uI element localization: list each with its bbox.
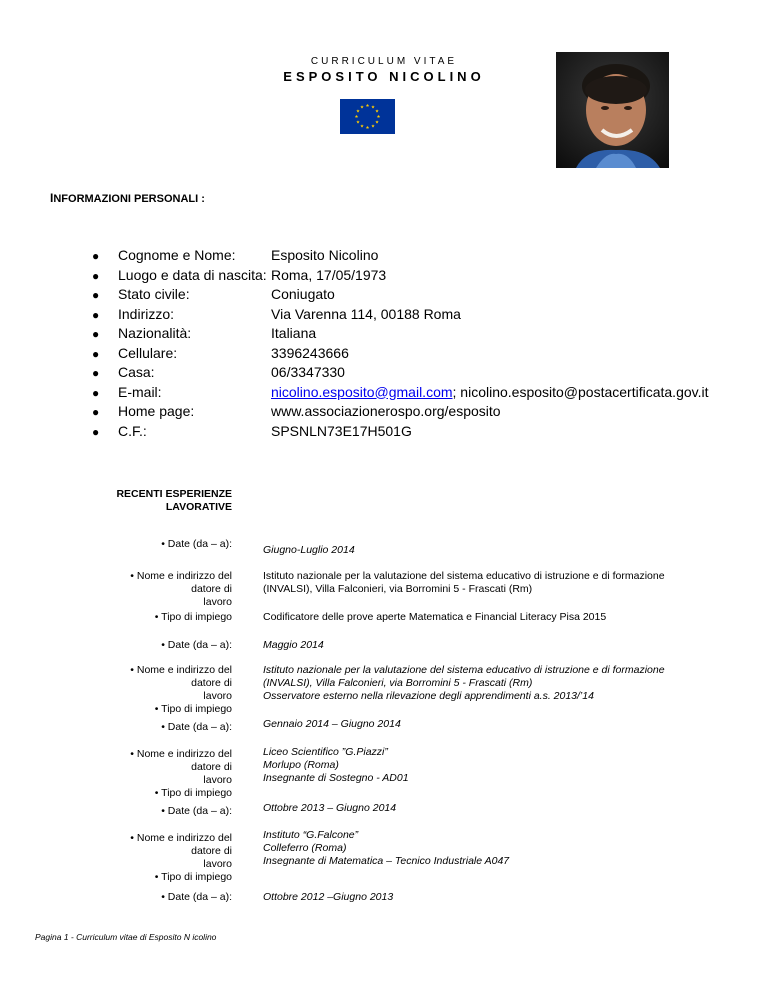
personal-values bbox=[271, 246, 709, 441]
section-heading-experience: RECENTI ESPERIENZE LAVORATIVE bbox=[116, 488, 232, 513]
personal-value: 06/3347330 bbox=[271, 364, 345, 380]
email-link[interactable]: nicolino.esposito@gmail.com bbox=[271, 383, 453, 400]
personal-label: ● E-mail: bbox=[92, 383, 267, 403]
label-employer-type: • Nome e indirizzo del datore di lavoro • Tipo di impiego bbox=[130, 832, 232, 883]
personal-labels bbox=[92, 246, 267, 441]
entry-date: Giugno-Luglio 2014 bbox=[263, 544, 355, 556]
bullet-icon: ● bbox=[92, 366, 100, 380]
label-date: • Date (da – a): bbox=[161, 721, 232, 733]
entry-date: Gennaio 2014 – Giugno 2014 bbox=[263, 718, 401, 730]
label-employer: • Nome e indirizzo del datore di lavoro bbox=[130, 570, 232, 608]
label-type: • Tipo di impiego bbox=[154, 611, 232, 623]
bullet-icon: ● bbox=[92, 385, 100, 400]
personal-value: Coniugato bbox=[271, 286, 335, 302]
entry-date: Maggio 2014 bbox=[263, 639, 324, 651]
bullet-icon: ● bbox=[92, 327, 100, 341]
personal-label: ● Cellulare: bbox=[92, 344, 267, 364]
label-date: • Date (da – a): bbox=[161, 639, 232, 651]
personal-value: Italiana bbox=[271, 325, 317, 341]
profile-photo bbox=[556, 52, 669, 168]
label-employer-type: • Nome e indirizzo del datore di lavoro • Tipo di impiego bbox=[130, 664, 232, 715]
entry-date: Ottobre 2013 – Giugno 2014 bbox=[263, 802, 397, 814]
personal-label: ● Cognome e Nome: bbox=[92, 246, 267, 266]
personal-label: ● C.F.: bbox=[92, 422, 267, 442]
entry-employer-type: Liceo Scientifico ”G.Piazzi” Morlupo (Roma) Insegnante di Sostegno - AD01 bbox=[263, 746, 409, 784]
personal-value: Via Varenna 114, 00188 Roma bbox=[271, 305, 461, 322]
personal-label: ● Luogo e data di nascita: bbox=[92, 266, 267, 286]
personal-label: ● Casa: bbox=[92, 363, 267, 383]
bullet-icon: ● bbox=[92, 424, 100, 439]
cv-title: CURRICULUM VITAE bbox=[310, 56, 458, 67]
personal-value: Esposito Nicolino bbox=[271, 247, 379, 263]
bullet-icon: ● bbox=[92, 288, 100, 302]
bullet-icon: ● bbox=[92, 268, 100, 283]
bullet-icon: ● bbox=[92, 249, 100, 263]
personal-label: ● Indirizzo: bbox=[92, 305, 267, 325]
personal-value: www.associazionerospo.org/esposito bbox=[271, 403, 501, 419]
section-heading-personal: INFORMAZIONI PERSONALI : bbox=[50, 191, 205, 205]
label-date: • Date (da – a): bbox=[161, 538, 232, 550]
label-employer-type: • Nome e indirizzo del datore di lavoro • Tipo di impiego bbox=[130, 748, 232, 799]
entry-date: Ottobre 2012 –Giugno 2013 bbox=[263, 891, 394, 903]
email-secondary: ; nicolino.esposito@postacertificata.gov.it bbox=[452, 383, 709, 400]
page-footer: Pagina 1 - Curriculum vitae di Esposito N icolino bbox=[35, 932, 217, 942]
personal-label: ● Stato civile: bbox=[92, 285, 267, 305]
bullet-icon: ● bbox=[92, 405, 100, 419]
personal-value: SPSNLN73E17H501G bbox=[271, 422, 412, 439]
entry-type: Codificatore delle prove aperte Matematica e Financial Literacy Pisa 2015 bbox=[263, 611, 607, 623]
cv-name: ESPOSITO NICOLINO bbox=[283, 69, 485, 84]
personal-value[interactable] bbox=[271, 383, 709, 403]
eu-flag-icon bbox=[340, 99, 395, 134]
label-date: • Date (da – a): bbox=[161, 805, 232, 817]
bullet-icon: ● bbox=[92, 346, 100, 361]
personal-value: Roma, 17/05/1973 bbox=[271, 266, 387, 283]
personal-label: ● Nazionalità: bbox=[92, 324, 267, 344]
entry-employer-type: Instituto “G.Falcone” Colleferro (Roma) Insegnante di Matematica – Tecnico Industriale A047 bbox=[263, 829, 510, 867]
personal-label: ● Home page: bbox=[92, 402, 267, 422]
personal-value: 3396243666 bbox=[271, 344, 349, 361]
entry-employer-type: Istituto nazionale per la valutazione del sistema educativo di istruzione e di formazione (INVALSI), Villa Falconieri, via Borromini 5 - Frascati (Rm) Osservatore esterno nella rilevazione degli apprendimenti a.s. 2013/’14 bbox=[263, 664, 665, 702]
bullet-icon: ● bbox=[92, 307, 100, 322]
label-date: • Date (da – a): bbox=[161, 891, 232, 903]
entry-employer: Istituto nazionale per la valutazione del sistema educativo di istruzione e di formazione (INVALSI), Villa Falconieri, via Borromini 5 - Frascati (Rm) bbox=[263, 570, 665, 595]
